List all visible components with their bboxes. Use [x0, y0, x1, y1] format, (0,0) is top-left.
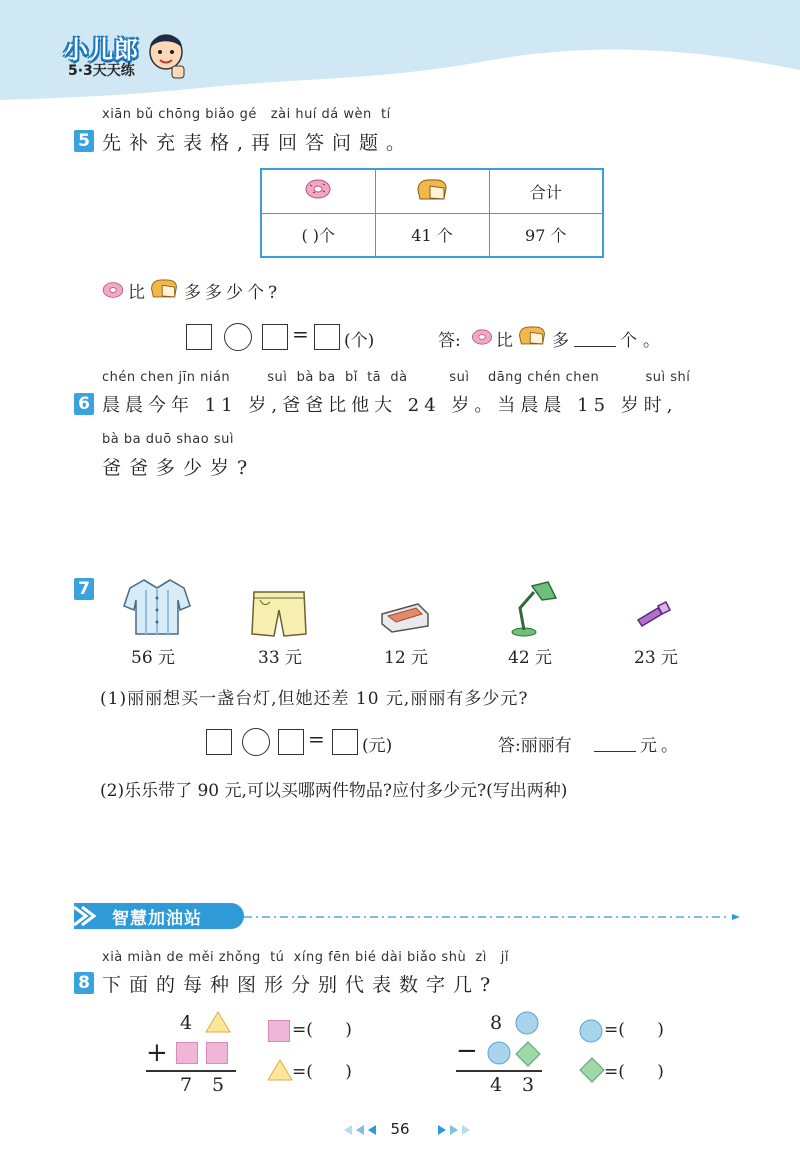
- price-desk-lamp: 42 元: [508, 648, 553, 668]
- circle-icon: [578, 1018, 604, 1044]
- q5-equation-operator-circle[interactable]: [224, 323, 252, 351]
- q5-answer-bi: 比: [496, 331, 513, 351]
- page-next-arrows-icon: [438, 1125, 476, 1135]
- q7-answer-tail: 元。: [640, 736, 682, 756]
- q6-number: 6: [74, 393, 94, 415]
- q5-equation-unit: (个): [344, 331, 375, 351]
- circle-icon: [514, 1010, 540, 1036]
- table-header-bread: [375, 169, 489, 213]
- q7-subquestion-2: (2)乐乐带了 90 元,可以买哪两件物品?应付多少元?(写出两种): [100, 781, 568, 801]
- q7-equation-box-1[interactable]: [206, 729, 232, 755]
- q7-subquestion-1: (1)丽丽想买一盏台灯,但她还差 10 元,丽丽有多少元?: [100, 689, 529, 709]
- page-number: 56: [390, 1120, 410, 1138]
- q5-number: 5: [74, 130, 94, 152]
- price-flashlight: 23 元: [634, 648, 679, 668]
- pink-square-icon: [268, 1020, 290, 1042]
- mascot-boy-icon: [142, 26, 190, 82]
- q6-text-line1: 晨晨今年 11 岁,爸爸比他大 24 岁。当晨晨 15 岁时,: [102, 395, 678, 416]
- right-top-digit: 8: [490, 1012, 503, 1034]
- q5-equation-box-1[interactable]: [186, 324, 212, 350]
- q5-answer-prefix: 答:: [438, 331, 461, 351]
- left-result-tens: 7: [180, 1074, 193, 1096]
- desk-lamp-icon: [508, 580, 560, 638]
- price-pencil-case: 12 元: [384, 648, 429, 668]
- left-result-ones: 5: [212, 1074, 225, 1096]
- q7-equation-unit: (元): [362, 736, 393, 756]
- price-shirt: 56 元: [131, 648, 176, 668]
- shorts-icon: [250, 590, 308, 638]
- logo-title: 小儿郎: [64, 36, 139, 64]
- q7-number: 7: [74, 578, 94, 600]
- triangle-answer[interactable]: =( ): [292, 1062, 352, 1082]
- pencil-case-icon: [378, 600, 432, 634]
- q5-equation-box-2[interactable]: [262, 324, 288, 350]
- q7-answer-prefix: 答:丽丽有: [498, 736, 572, 756]
- circle-icon: [486, 1040, 512, 1066]
- q8-number: 8: [74, 972, 94, 994]
- q6-text-line2: 爸爸多少岁?: [102, 457, 256, 479]
- triangle-icon: [266, 1058, 294, 1082]
- q5-answer-duo: 多: [552, 331, 569, 351]
- square-answer[interactable]: =( ): [292, 1020, 352, 1040]
- table-cell-total-count: 97 个: [489, 213, 603, 257]
- flashlight-icon: [634, 598, 674, 628]
- banner-title: 智慧加油站: [112, 909, 202, 929]
- q5-question-text: 多多少个?: [184, 283, 282, 303]
- shirt-icon: [122, 576, 192, 638]
- right-result-tens: 4: [490, 1074, 503, 1096]
- banner-arrow-icon: [72, 903, 108, 929]
- q5-table: [260, 168, 604, 258]
- triangle-icon: [204, 1010, 232, 1034]
- bread-icon: [414, 176, 450, 202]
- donut-icon: [303, 178, 333, 200]
- banner-dash-divider: [244, 914, 740, 920]
- q8-pinyin: xià miàn de měi zhǒng tú xíng fēn bié dài biǎo shù zì jǐ: [102, 950, 509, 965]
- plus-sign: +: [146, 1038, 168, 1068]
- q7-equation-result-box[interactable]: [332, 729, 358, 755]
- pink-square-icon: [206, 1042, 228, 1064]
- price-shorts: 33 元: [258, 648, 303, 668]
- q5-pinyin: xiān bǔ chōng biǎo gé zài huí dá wèn tí: [102, 107, 391, 122]
- q8-instruction: 下面的每种图形分别代表数字几?: [102, 974, 499, 996]
- right-result-ones: 3: [522, 1074, 535, 1096]
- q5-question-bi: 比: [128, 283, 145, 303]
- q5-answer-blank[interactable]: [574, 346, 616, 347]
- circle-answer[interactable]: =( ): [604, 1020, 664, 1040]
- table-header-total: 合计: [489, 169, 603, 213]
- q5-instruction: 先补充表格,再回答问题。: [102, 132, 414, 154]
- q5-equation-result-box[interactable]: [314, 324, 340, 350]
- table-cell-donut-count[interactable]: ( )个: [261, 213, 375, 257]
- donut-icon: [470, 328, 494, 346]
- left-top-digit: 4: [180, 1012, 193, 1034]
- bread-icon: [148, 276, 180, 300]
- q5-answer-tail: 个。: [620, 331, 666, 351]
- diamond-icon: [578, 1056, 606, 1084]
- q7-equation-box-2[interactable]: [278, 729, 304, 755]
- table-header-donut: [261, 169, 375, 213]
- q6-pinyin-line1: chén chen jīn nián suì bà ba bǐ tā dà suì dāng chén chen suì shí: [102, 370, 691, 385]
- minus-sign: −: [456, 1036, 478, 1066]
- logo-subtitle: 5·3天天练: [68, 63, 135, 79]
- q7-equation-operator-circle[interactable]: [242, 728, 270, 756]
- donut-icon: [100, 281, 126, 299]
- pink-square-icon: [176, 1042, 198, 1064]
- diamond-icon: [514, 1040, 542, 1068]
- diamond-answer[interactable]: =( ): [604, 1062, 664, 1082]
- table-cell-bread-count: 41 个: [375, 213, 489, 257]
- bread-icon: [516, 323, 548, 347]
- q7-answer-blank[interactable]: [594, 751, 636, 752]
- q6-pinyin-line2: bà ba duō shao suì: [102, 432, 234, 447]
